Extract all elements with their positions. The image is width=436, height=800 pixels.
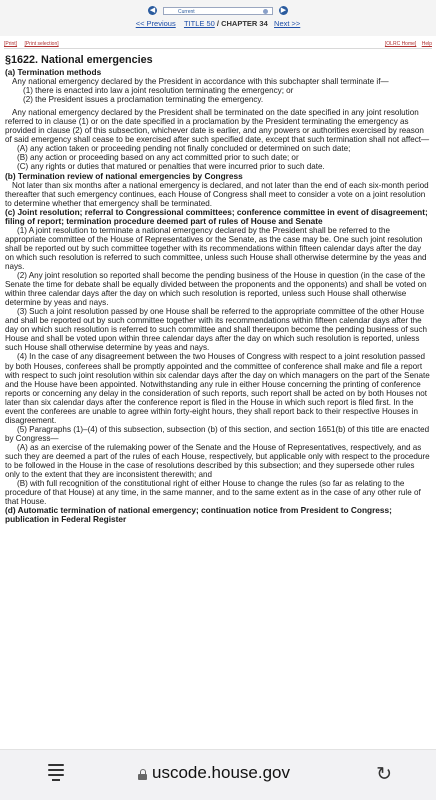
subsection-c-paragraph: (2) Any joint resolution so reported shall become the pending business of the House in question (in the case of the Senate the time for debate shall be equally divided between the proponents and the opponents) and shall be voted on within three calendar days after the day on which such resolution is reported, unless such House shall otherwise determine by yeas and nays. bbox=[5, 271, 427, 308]
lock-icon bbox=[138, 769, 147, 780]
list-item: (A) any action taken or proceeding pending not finally concluded or determined on such date; bbox=[17, 144, 351, 154]
print-link[interactable]: [Print] bbox=[4, 41, 18, 47]
help-link[interactable]: Help bbox=[421, 41, 432, 47]
chapter-label: / CHAPTER 34 bbox=[216, 19, 270, 28]
next-link[interactable]: Next >> bbox=[274, 19, 301, 28]
previous-link[interactable]: << Previous bbox=[135, 19, 176, 28]
previous-arrow-icon[interactable]: ◀ bbox=[149, 7, 156, 14]
section-title: §1622. National emergencies bbox=[5, 54, 153, 66]
list-item: (2) the President issues a proclamation terminating the emergency. bbox=[23, 95, 264, 105]
list-item: (B) with full recognition of the constitutional right of either House to change the rules (so far as relating to the procedure of that House) at any time, in the same manner, and to the same extent as in the case of any other rule of that House. bbox=[5, 479, 421, 507]
subsection-b-text: Not later than six months after a national emergency is declared, and not later than the end of each six-month period thereafter that such emergency continues, each House of Congress shall meet to consider a vote on a joint resolution to determine whether that emergency shall be terminated. bbox=[5, 180, 429, 208]
browser-bottom-bar bbox=[0, 749, 436, 800]
subsection-c-heading: (c) Joint resolution; referral to Congressional committees; conference committee in event of disagreement; filing of report; termination procedure deemed part of rules of House and Senate bbox=[5, 206, 428, 226]
list-item: (B) any action or proceeding based on any act committed prior to such date; or bbox=[17, 153, 299, 163]
selector-dot-icon bbox=[263, 9, 268, 14]
subsection-d-heading: (d) Automatic termination of national emergency; continuation notice from President to Congress; publication in Federal Register bbox=[5, 505, 392, 525]
nav-links-row bbox=[0, 19, 436, 28]
subsection-c-paragraph: (1) A joint resolution to terminate a national emergency declared by the President shall be referred to the appropriate committee of the House of Representatives or the Senate, as the case may be. One such joint resolution shall be reported out by such committee together with its recommendations within fifteen calendar days after the day on which such resolution is referred to such committee, unless such House shall otherwise determine by the yeas and nays. bbox=[5, 225, 427, 271]
current-label: Current bbox=[178, 8, 195, 15]
subsection-a-heading: (a) Termination methods bbox=[5, 67, 102, 77]
address-bar[interactable] bbox=[138, 763, 290, 783]
list-item: (A) as an exercise of the rulemaking power of the Senate and the House of Representatives, respectively, and as such they are deemed a part of the rules of each House, respectively, but applicable only with respect to the procedure to be followed in the House in the case of resolutions described by this subsection; and they supersede other rules only to the extent that they are inconsistent therewith; and bbox=[5, 442, 430, 480]
print-selection-link[interactable]: [Print selection] bbox=[24, 41, 59, 47]
list-item: (C) any rights or duties that matured or penalties that were incurred prior to such date. bbox=[17, 162, 325, 172]
subsection-a-paragraph: Any national emergency declared by the President shall be terminated on the date specified in any joint resolution referred to in clause (1) or on the date specified in a proclamation by the President terminating the emergency as provided in clause (2) of this subsection, whichever date is earlier, and any powers or authorities exercised by reason of said emergency shall cease to be exercised after such specified date, except that such termination shall not affect— bbox=[5, 108, 430, 145]
next-arrow-icon[interactable]: ▶ bbox=[280, 7, 287, 14]
current-selector[interactable] bbox=[163, 7, 273, 15]
subsection-b-heading: (b) Termination review of national emergencies by Congress bbox=[5, 170, 243, 181]
toolbar bbox=[4, 41, 432, 47]
list-item: (1) there is enacted into law a joint resolution terminating the emergency; or bbox=[23, 86, 294, 96]
subsection-c-paragraph: (5) Paragraphs (1)–(4) of this subsection, subsection (b) of this section, and section 1651(b) of this title are enacted by Congress— bbox=[5, 424, 430, 443]
reload-icon[interactable]: ↻ bbox=[376, 764, 392, 785]
divider bbox=[4, 48, 432, 49]
url-text: uscode.house.gov bbox=[152, 763, 290, 782]
top-navigation bbox=[0, 0, 436, 36]
reader-menu-icon[interactable] bbox=[48, 764, 64, 782]
subsection-c-paragraph: (4) In the case of any disagreement between the two Houses of Congress with respect to a joint resolution passed by both Houses, conferees shall be promptly appointed and the committee of conference shall make and file a report with respect to such joint resolution within six calendar days after the day on which managers on the part of the Senate and the House have been appointed. Notwithstanding any rule in either House concerning the printing of conference reports or concerning any delay in the consideration of such reports, such report shall be acted on by both Houses not later than six calendar days after the conference report is filed in the House in which such report is filed first. In the event the conferees are unable to agree within forty-eight hours, they shall report back to their respective Houses in disagreement. bbox=[5, 352, 430, 425]
olrc-home-link[interactable]: [OLRC Home] bbox=[384, 41, 417, 47]
subsection-a-intro: Any national emergency declared by the President in accordance with this subchapter shall terminate if— bbox=[12, 77, 389, 87]
subsection-c-paragraph: (3) Such a joint resolution passed by one House shall be referred to the appropriate committee of the other House and shall be reported out by such committee together with its recommendations within fifteen calendar days after the day on which such resolution is referred to such committee and shall thereupon become the pending business of such House and shall be voted upon within three calendar days after the day on which such resolution is reported, unless such House shall otherwise determine by yeas and nays. bbox=[5, 307, 428, 353]
nav-selector-row bbox=[0, 6, 436, 15]
statute-content bbox=[5, 54, 430, 524]
title-link[interactable]: TITLE 50 bbox=[183, 19, 215, 28]
